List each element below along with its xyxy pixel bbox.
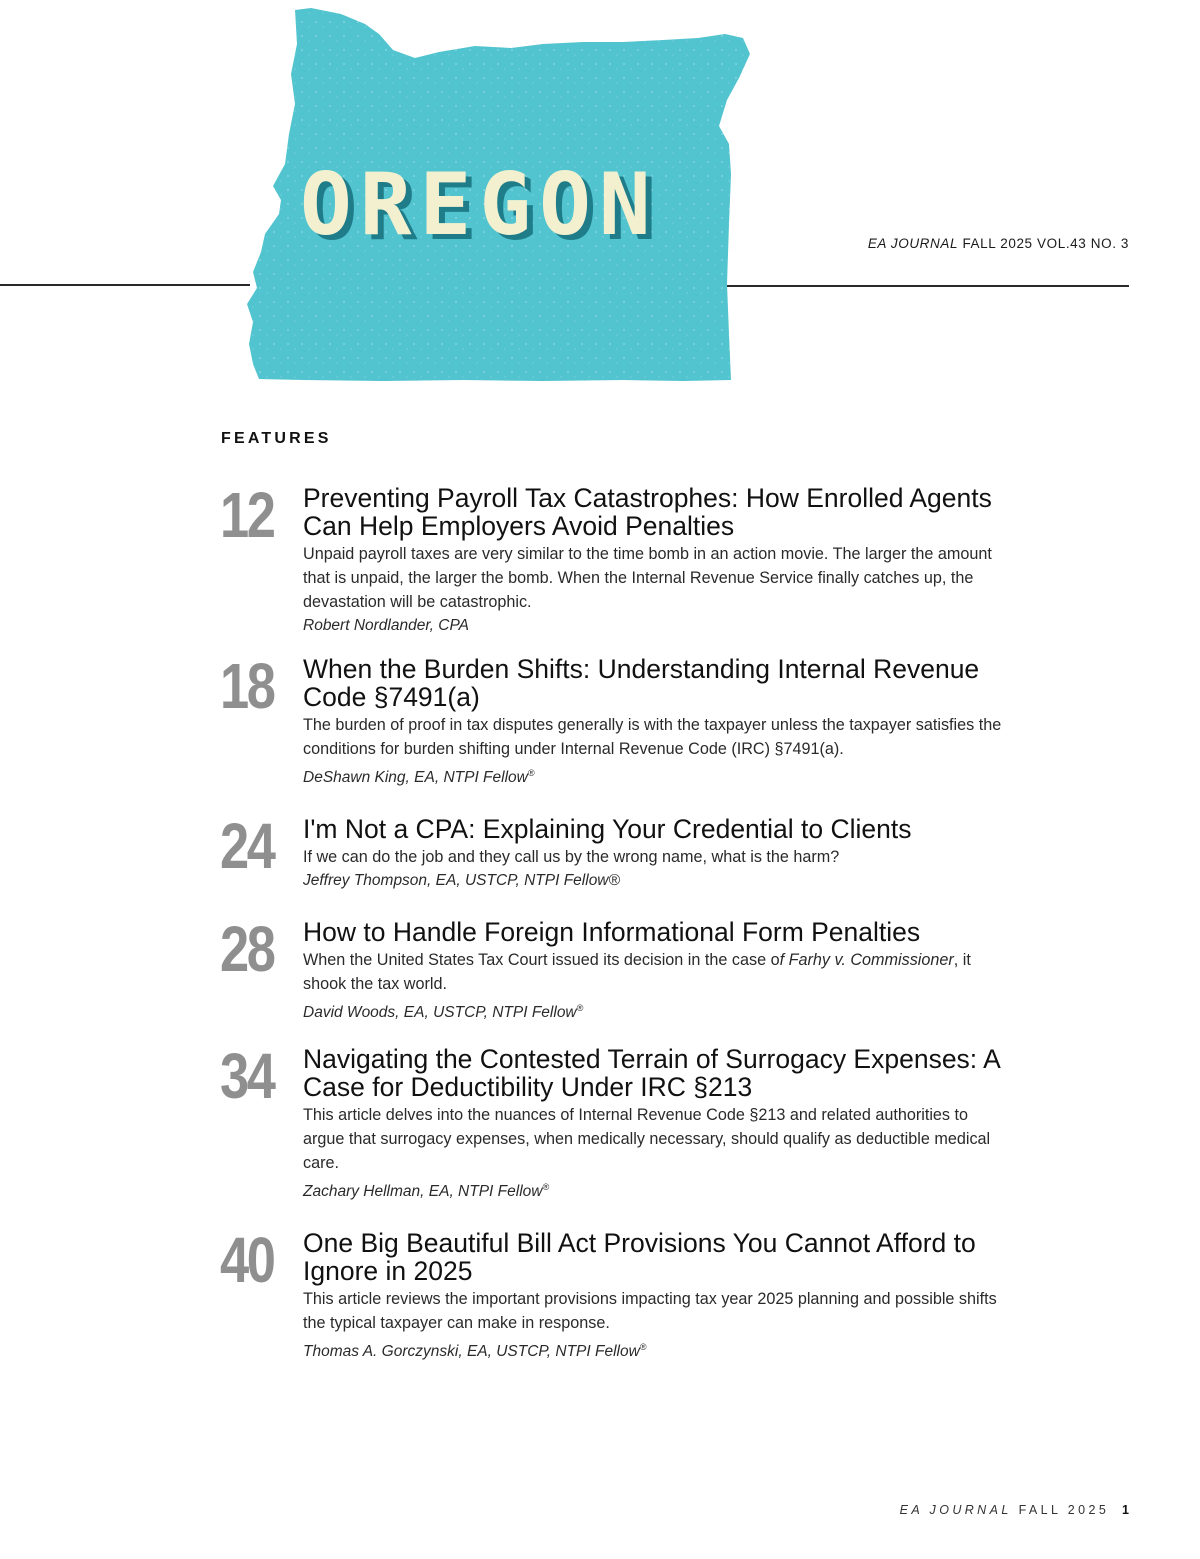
footer-journal: EA JOURNAL [899, 1503, 1012, 1517]
article-title[interactable]: I'm Not a CPA: Explaining Your Credential to Clients [303, 814, 912, 844]
article-author: Zachary Hellman, EA, NTPI Fellow [303, 1183, 543, 1201]
article-author: Robert Nordlander, CPA [303, 617, 469, 634]
article-title[interactable]: Navigating the Contested Terrain of Surrogacy Expenses: A Case for Deductibility Under IRC §213 [303, 1044, 1000, 1102]
article-summary: Unpaid payroll taxes are very similar to the time bomb in an action movie. The larger the amount that is unpaid, the larger the bomb. When the Internal Revenue Service finally catches up, the devastation will be catastrophic. [303, 545, 992, 611]
summary-text: , it shook the tax world. [303, 951, 971, 993]
article-title[interactable]: Preventing Payroll Tax Catastrophes: How Enrolled Agents Can Help Employers Avoid Penalties [303, 483, 992, 541]
article-summary: The burden of proof in tax disputes generally is with the taxpayer unless the taxpayer satisfies the conditions for burden shifting under Internal Revenue Code (IRC) §7491(a). [303, 716, 1002, 758]
page-footer [900, 1503, 1129, 1517]
article-author: David Woods, EA, USTCP, NTPI Fellow [303, 1004, 577, 1022]
article-author-line [303, 1335, 1013, 1364]
footer-page-number: 1 [1122, 1503, 1129, 1517]
article-summary: This article reviews the important provisions impacting tax year 2025 planning and possible shifts the typical taxpayer can make in response. [303, 1290, 997, 1332]
registered-mark: ® [542, 1182, 550, 1192]
page-number: 34 [220, 1040, 274, 1112]
footer-season: FALL 2025 [1018, 1503, 1110, 1517]
summary-text: When the United States Tax Court issued its decision in the case o [303, 951, 780, 969]
registered-mark: ® [527, 768, 535, 778]
registered-mark: ® [576, 1003, 584, 1013]
oregon-title: OREGON [300, 155, 659, 255]
issue-journal-name: EA JOURNAL [867, 236, 959, 251]
article-summary: This article delves into the nuances of Internal Revenue Code §213 and related authorities to argue that surrogacy expenses, when medically necessary, should qualify as deductible medical care. [303, 1106, 991, 1172]
article-author: Thomas A. Gorczynski, EA, USTCP, NTPI Fellow [303, 1343, 640, 1361]
article-summary: If we can do the job and they call us by the wrong name, what is the harm? [303, 848, 840, 866]
article-author: Jeffrey Thompson, EA, USTCP, NTPI Fellow® [303, 872, 620, 889]
header-rule-left [0, 284, 250, 286]
page-number: 24 [220, 810, 274, 882]
case-name: f Farhy v. Commissioner [779, 951, 954, 969]
header-rule-right [722, 285, 1129, 287]
article-author: DeShawn King, EA, NTPI Fellow [303, 769, 528, 787]
article-summary [303, 948, 1013, 996]
issue-details: FALL 2025 VOL.43 NO. 3 [962, 236, 1129, 251]
page-number: 12 [220, 479, 274, 551]
page-number: 18 [220, 650, 274, 722]
section-label: FEATURES [221, 430, 332, 447]
article-author-line [303, 996, 1013, 1025]
page-number: 28 [220, 913, 274, 985]
article-title[interactable]: One Big Beautiful Bill Act Provisions You Cannot Afford to Ignore in 2025 [303, 1228, 976, 1286]
article-title[interactable]: How to Handle Foreign Informational Form Penalties [303, 917, 921, 947]
registered-mark: ® [639, 1342, 647, 1352]
page-number: 40 [220, 1224, 274, 1296]
article-author-line [303, 761, 1013, 790]
article-title[interactable]: When the Burden Shifts: Understanding Internal Revenue Code §7491(a) [303, 654, 980, 712]
article-author-line [303, 1175, 1013, 1204]
issue-line [868, 236, 1129, 251]
